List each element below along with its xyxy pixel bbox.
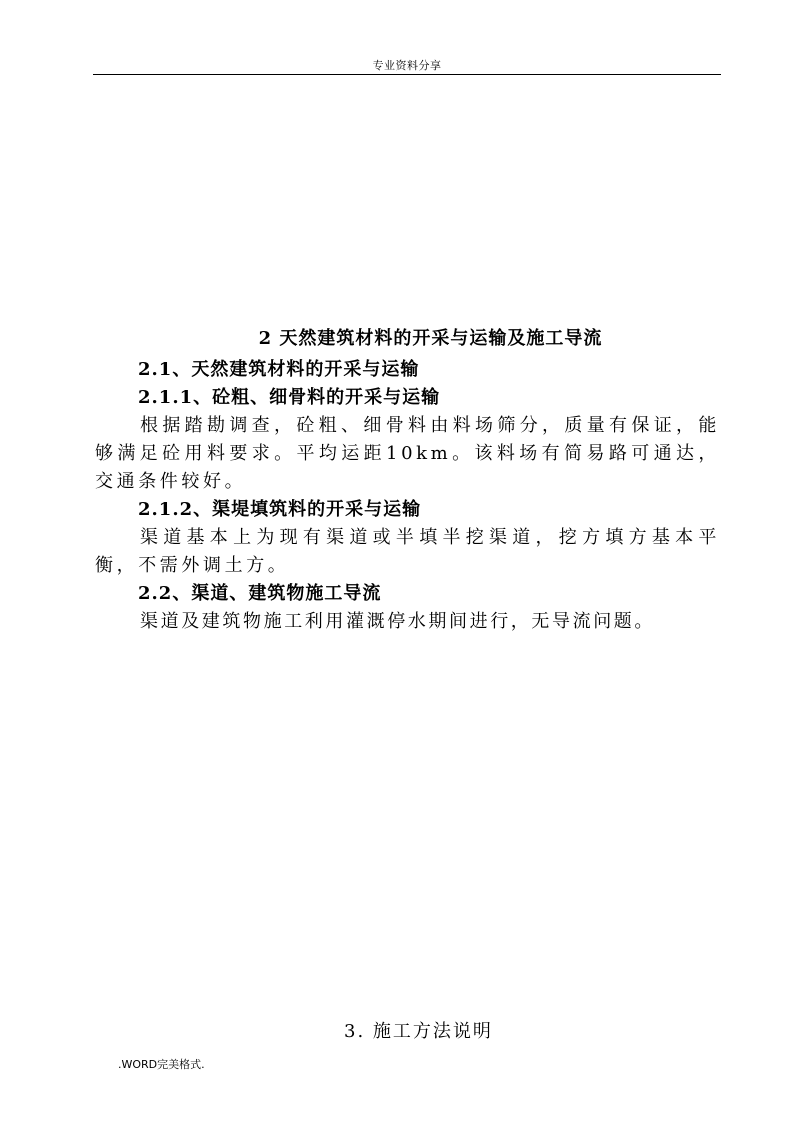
section-heading-3: 3. 施工方法说明 [344,1021,493,1042]
chapter-title: 2 天然建筑材料的开采与运输及施工导流 [258,328,603,349]
header-divider [93,74,721,75]
section-heading-2-1: 2.1、天然建筑材料的开采与运输 [138,359,420,380]
document-body [95,322,720,636]
section-heading-2-1-2: 2.1.2、渠堤填筑料的开采与运输 [138,499,422,520]
page-footer-text: .WORD完美格式. [118,1058,205,1071]
paragraph-aggregate-transport: 根据踏勘调查，砼粗、细骨料由料场筛分，质量有保证，能够满足砼用料要求。平均运距10km。该料场有简易路可通达，交通条件较好。 [95,415,720,492]
paragraph-embankment-fill: 渠道基本上为现有渠道或半填半挖渠道，挖方填方基本平衡，不需外调土方。 [95,527,720,576]
page-header-text: 专业资料分享 [372,59,442,72]
section-heading-2-2: 2.2、渠道、建筑物施工导流 [138,583,382,604]
paragraph-construction-diversion: 渠道及建筑物施工利用灌溉停水期间进行，无导流问题。 [140,611,655,632]
section-heading-2-1-1: 2.1.1、砼粗、细骨料的开采与运输 [138,387,441,408]
